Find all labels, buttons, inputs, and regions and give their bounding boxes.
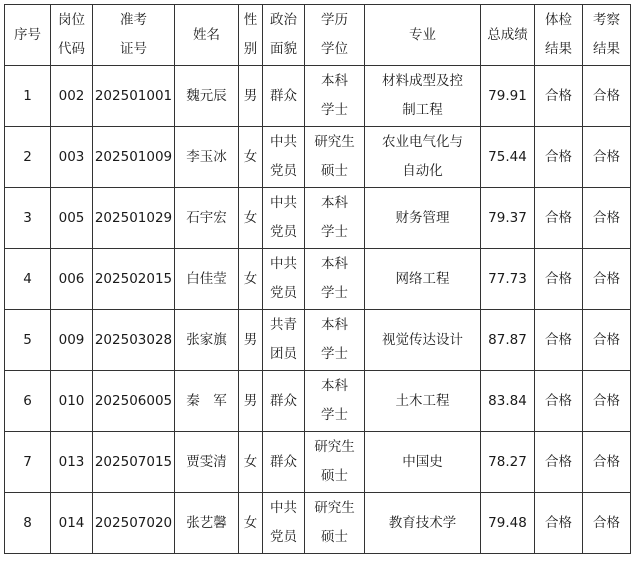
- cell-name: 贾雯清: [175, 432, 239, 493]
- cell-major-line: 教育技术学: [388, 514, 457, 531]
- cell-politics-line: 中共: [270, 195, 297, 211]
- header-gender-line: 别: [243, 41, 258, 57]
- cell-score: 75.44: [481, 127, 535, 188]
- cell-major-line: 农业电气化与: [382, 134, 463, 150]
- cell-major: [365, 432, 481, 493]
- cell-education-line: 研究生: [314, 500, 355, 516]
- cell-post-code: 010: [51, 371, 93, 432]
- cell-no: 6: [5, 371, 51, 432]
- cell-medical: 合格: [535, 249, 583, 310]
- cell-education-line: 本科: [321, 378, 348, 394]
- cell-politics: [263, 249, 305, 310]
- cell-post-code: 006: [51, 249, 93, 310]
- cell-politics-line: 中共: [270, 134, 297, 150]
- cell-education: [305, 493, 365, 554]
- cell-major-line: 网络工程: [395, 270, 450, 287]
- cell-no: 5: [5, 310, 51, 371]
- cell-post-code: 005: [51, 188, 93, 249]
- cell-politics-line: 党员: [270, 224, 297, 240]
- header-politics: [263, 5, 305, 66]
- cell-score: 79.48: [481, 493, 535, 554]
- cell-politics-line: 党员: [270, 285, 297, 301]
- cell-medical: 合格: [535, 371, 583, 432]
- cell-no: 2: [5, 127, 51, 188]
- cell-gender: 女: [239, 432, 263, 493]
- cell-gender: 男: [239, 66, 263, 127]
- cell-score: 87.87: [481, 310, 535, 371]
- table-row: [5, 127, 631, 188]
- cell-education-line: 本科: [321, 195, 348, 211]
- header-no-line: 序号: [14, 26, 41, 43]
- cell-post-code: 009: [51, 310, 93, 371]
- cell-gender: 女: [239, 127, 263, 188]
- cell-major-line: 土木工程: [395, 392, 450, 409]
- cell-score: 83.84: [481, 371, 535, 432]
- cell-education: [305, 127, 365, 188]
- cell-exam-id: 202501029: [93, 188, 175, 249]
- header-post-code-line: 代码: [58, 41, 85, 57]
- header-medical: [535, 5, 583, 66]
- table-row: [5, 493, 631, 554]
- cell-exam-id: 202502015: [93, 249, 175, 310]
- cell-medical: 合格: [535, 310, 583, 371]
- header-score: [481, 5, 535, 66]
- cell-education-line: 本科: [321, 73, 348, 89]
- cell-major-line: 自动化: [402, 163, 443, 179]
- cell-education-line: 学士: [321, 285, 348, 301]
- header-name: [175, 5, 239, 66]
- cell-exam-id: 202506005: [93, 371, 175, 432]
- cell-education-line: 研究生: [314, 134, 355, 150]
- header-review-line: 结果: [593, 41, 620, 57]
- table-row: [5, 188, 631, 249]
- cell-education-line: 硕士: [321, 468, 348, 484]
- cell-exam-id: 202501001: [93, 66, 175, 127]
- header-medical-line: 体检: [545, 12, 572, 28]
- header-score-line: 总成绩: [487, 26, 528, 43]
- cell-major-line: 中国史: [402, 453, 443, 470]
- cell-politics: [263, 432, 305, 493]
- cell-review: 合格: [583, 371, 631, 432]
- cell-post-code: 014: [51, 493, 93, 554]
- cell-name: 张艺馨: [175, 493, 239, 554]
- cell-major: [365, 66, 481, 127]
- cell-politics: [263, 188, 305, 249]
- cell-medical: 合格: [535, 493, 583, 554]
- cell-education-line: 学士: [321, 407, 348, 423]
- cell-post-code: 003: [51, 127, 93, 188]
- cell-review: 合格: [583, 432, 631, 493]
- cell-education: [305, 188, 365, 249]
- header-education-line: 学位: [321, 41, 348, 57]
- cell-major: [365, 493, 481, 554]
- cell-name: 李玉冰: [175, 127, 239, 188]
- cell-exam-id: 202507020: [93, 493, 175, 554]
- cell-major: [365, 371, 481, 432]
- cell-politics-line: 中共: [270, 256, 297, 272]
- cell-politics-line: 群众: [270, 392, 297, 409]
- cell-exam-id: 202503028: [93, 310, 175, 371]
- cell-review: 合格: [583, 310, 631, 371]
- cell-medical: 合格: [535, 188, 583, 249]
- cell-name: 白佳莹: [175, 249, 239, 310]
- cell-education-line: 学士: [321, 102, 348, 118]
- cell-education: [305, 249, 365, 310]
- cell-review: 合格: [583, 249, 631, 310]
- cell-exam-id: 202501009: [93, 127, 175, 188]
- header-gender: [239, 5, 263, 66]
- cell-politics-line: 中共: [270, 500, 297, 516]
- cell-education: [305, 66, 365, 127]
- header-education-line: 学历: [321, 12, 348, 28]
- cell-score: 77.73: [481, 249, 535, 310]
- header-exam-id-line: 证号: [120, 41, 147, 57]
- header-review-line: 考察: [593, 12, 620, 28]
- header-major-line: 专业: [409, 26, 436, 43]
- table-body: [5, 66, 631, 554]
- cell-education: [305, 432, 365, 493]
- cell-major: [365, 188, 481, 249]
- cell-politics-line: 团员: [270, 346, 297, 362]
- table-header: [5, 5, 631, 66]
- results-table: [4, 4, 631, 554]
- cell-education-line: 本科: [321, 256, 348, 272]
- cell-name: 石宇宏: [175, 188, 239, 249]
- cell-review: 合格: [583, 127, 631, 188]
- header-education: [305, 5, 365, 66]
- cell-major: [365, 127, 481, 188]
- cell-politics: [263, 493, 305, 554]
- cell-post-code: 002: [51, 66, 93, 127]
- header-post-code-line: 岗位: [58, 12, 85, 28]
- cell-education: [305, 310, 365, 371]
- cell-education-line: 学士: [321, 346, 348, 362]
- table-row: [5, 310, 631, 371]
- cell-gender: 女: [239, 493, 263, 554]
- table-row: [5, 249, 631, 310]
- cell-major: [365, 249, 481, 310]
- cell-education-line: 硕士: [321, 529, 348, 545]
- cell-education-line: 学士: [321, 224, 348, 240]
- cell-name: 张家旗: [175, 310, 239, 371]
- header-review: [583, 5, 631, 66]
- header-medical-line: 结果: [545, 41, 572, 57]
- header-exam-id: [93, 5, 175, 66]
- cell-medical: 合格: [535, 66, 583, 127]
- cell-politics-line: 党员: [270, 529, 297, 545]
- cell-major-line: 制工程: [402, 102, 443, 118]
- header-post-code: [51, 5, 93, 66]
- cell-politics: [263, 66, 305, 127]
- cell-score: 79.91: [481, 66, 535, 127]
- cell-politics-line: 党员: [270, 163, 297, 179]
- cell-education-line: 本科: [321, 317, 348, 333]
- header-major: [365, 5, 481, 66]
- cell-major-line: 视觉传达设计: [382, 331, 463, 348]
- cell-education-line: 研究生: [314, 439, 355, 455]
- cell-no: 3: [5, 188, 51, 249]
- cell-medical: 合格: [535, 127, 583, 188]
- cell-major: [365, 310, 481, 371]
- cell-score: 78.27: [481, 432, 535, 493]
- cell-name: 秦 军: [175, 371, 239, 432]
- cell-politics: [263, 310, 305, 371]
- cell-education: [305, 371, 365, 432]
- cell-no: 7: [5, 432, 51, 493]
- header-no: [5, 5, 51, 66]
- cell-review: 合格: [583, 493, 631, 554]
- cell-politics-line: 群众: [270, 87, 297, 104]
- cell-gender: 女: [239, 249, 263, 310]
- cell-post-code: 013: [51, 432, 93, 493]
- cell-politics-line: 共青: [270, 317, 297, 333]
- header-exam-id-line: 准考: [120, 12, 147, 28]
- cell-gender: 女: [239, 188, 263, 249]
- cell-name: 魏元辰: [175, 66, 239, 127]
- header-politics-line: 政治: [270, 12, 297, 28]
- cell-no: 4: [5, 249, 51, 310]
- cell-exam-id: 202507015: [93, 432, 175, 493]
- table-row: [5, 432, 631, 493]
- cell-review: 合格: [583, 66, 631, 127]
- cell-no: 1: [5, 66, 51, 127]
- header-name-line: 姓名: [193, 26, 220, 43]
- header-gender-line: 性: [243, 12, 258, 28]
- cell-no: 8: [5, 493, 51, 554]
- cell-medical: 合格: [535, 432, 583, 493]
- cell-politics: [263, 127, 305, 188]
- cell-education-line: 硕士: [321, 163, 348, 179]
- cell-major-line: 材料成型及控: [382, 73, 463, 89]
- cell-politics-line: 群众: [270, 453, 297, 470]
- cell-score: 79.37: [481, 188, 535, 249]
- cell-gender: 男: [239, 371, 263, 432]
- header-row: [5, 5, 631, 66]
- table-row: [5, 371, 631, 432]
- header-politics-line: 面貌: [270, 41, 297, 57]
- cell-gender: 男: [239, 310, 263, 371]
- cell-major-line: 财务管理: [395, 209, 450, 226]
- table-row: [5, 66, 631, 127]
- cell-politics: [263, 371, 305, 432]
- cell-review: 合格: [583, 188, 631, 249]
